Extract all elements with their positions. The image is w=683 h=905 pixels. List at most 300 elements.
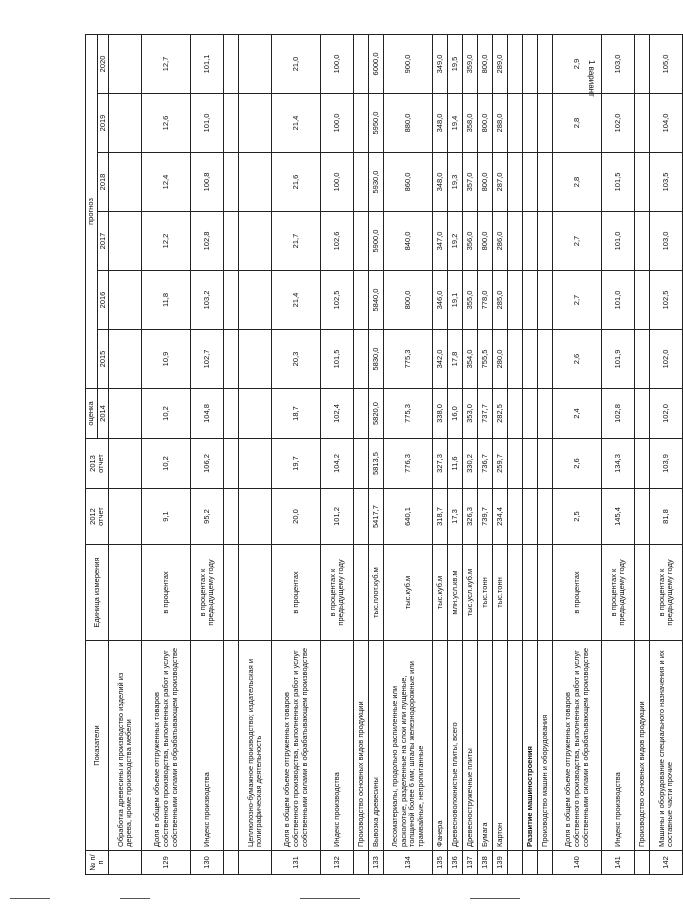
row-value: 102,0 <box>650 389 683 439</box>
row-unit: в процентах <box>142 545 191 641</box>
row-value: 5840,0 <box>369 271 384 330</box>
row-value: 21,0 <box>272 34 321 93</box>
row-value: 102,8 <box>191 212 224 271</box>
row-value: 101,0 <box>602 271 635 330</box>
row-value <box>239 34 272 93</box>
row-value: 105,0 <box>650 34 683 93</box>
row-value: 736,7 <box>478 439 493 489</box>
row-indicator: Машины и оборудование специального назначения и их составные части прочие <box>650 641 683 851</box>
row-value: 2,6 <box>553 330 602 389</box>
forecast-table <box>85 34 683 875</box>
row-number: 139 <box>493 851 508 875</box>
row-value <box>508 271 523 330</box>
row-unit: тыс.плот.куб.м <box>369 545 384 641</box>
row-value: 348,0 <box>433 94 448 153</box>
row-indicator: Картон <box>493 641 508 851</box>
row-value: 357,0 <box>463 153 478 212</box>
row-value: 103,5 <box>650 153 683 212</box>
row-number: 131 <box>272 851 321 875</box>
row-value: 347,0 <box>433 212 448 271</box>
row-indicator: Бумага <box>478 641 493 851</box>
row-value <box>354 389 369 439</box>
row-value: 2,4 <box>553 389 602 439</box>
row-value <box>538 153 553 212</box>
row-value <box>109 439 142 489</box>
row-value: 2,9 <box>553 34 602 93</box>
row-value <box>224 212 239 271</box>
row-number: 132 <box>321 851 354 875</box>
row-value <box>523 34 538 93</box>
row-value: 101,5 <box>321 330 354 389</box>
row-value <box>538 212 553 271</box>
row-value: 330,2 <box>463 439 478 489</box>
header-indicator: Показатели <box>86 641 109 851</box>
row-value: 355,0 <box>463 271 478 330</box>
row-value: 800,0 <box>478 34 493 93</box>
row-value <box>538 439 553 489</box>
row-indicator: Производство основных видов продукции <box>635 641 650 851</box>
table-row <box>493 34 508 874</box>
row-value: 102,7 <box>191 330 224 389</box>
row-unit: в процентах к предыдущему году <box>602 545 635 641</box>
row-indicator: Доля в общем объеме отгруженных товаров собственного производства, выполненных работ и услуг собственными силами в обрабатывающем производстве <box>142 641 191 851</box>
row-value <box>508 212 523 271</box>
row-value <box>109 212 142 271</box>
row-value <box>508 153 523 212</box>
row-value: 134,3 <box>602 439 635 489</box>
row-value: 16,0 <box>448 389 463 439</box>
header-forecast: прогноз <box>86 34 98 388</box>
row-value: 101,2 <box>321 489 354 545</box>
row-unit: млн.усл.кв.м <box>448 545 463 641</box>
row-value: 102,6 <box>321 212 354 271</box>
row-unit <box>538 545 553 641</box>
row-value: 103,2 <box>191 271 224 330</box>
row-value: 2,8 <box>553 94 602 153</box>
table-row <box>272 34 321 874</box>
row-value: 11,8 <box>142 271 191 330</box>
row-value <box>538 271 553 330</box>
row-indicator <box>224 641 239 851</box>
header-num: № п/п <box>86 851 109 875</box>
row-value: 19,2 <box>448 212 463 271</box>
row-number: 140 <box>553 851 602 875</box>
footer-rule <box>10 898 50 899</box>
row-value <box>508 94 523 153</box>
row-value: 100,0 <box>321 94 354 153</box>
row-value <box>354 489 369 545</box>
row-value: 6000,0 <box>369 34 384 93</box>
row-value: 101,1 <box>191 34 224 93</box>
rotated-table-container <box>85 35 675 875</box>
row-value <box>635 34 650 93</box>
row-value: 102,5 <box>321 271 354 330</box>
row-value <box>635 489 650 545</box>
row-value <box>635 330 650 389</box>
row-value: 12,7 <box>142 34 191 93</box>
row-value <box>523 153 538 212</box>
row-value <box>538 489 553 545</box>
row-value: 100,8 <box>191 153 224 212</box>
row-value: 900,0 <box>384 34 433 93</box>
row-number <box>354 851 369 875</box>
table-row <box>354 34 369 874</box>
row-value: 800,0 <box>478 212 493 271</box>
row-value <box>354 330 369 389</box>
row-value: 2,6 <box>553 439 602 489</box>
table-row <box>369 34 384 874</box>
row-value <box>635 212 650 271</box>
row-value <box>635 271 650 330</box>
row-value: 20,3 <box>272 330 321 389</box>
row-value: 17,8 <box>448 330 463 389</box>
row-indicator: Доля в общем объеме отгруженных товаров собственного производства, выполненных работ и услуг собственными силами в обрабатывающем производстве <box>553 641 602 851</box>
row-value: 102,0 <box>650 330 683 389</box>
row-value <box>354 212 369 271</box>
row-unit: тыс.тонн <box>478 545 493 641</box>
row-value: 21,6 <box>272 153 321 212</box>
row-value <box>224 34 239 93</box>
row-value: 2,8 <box>553 153 602 212</box>
row-value: 10,2 <box>142 389 191 439</box>
row-value <box>523 489 538 545</box>
table-row <box>553 34 602 874</box>
row-value: 285,0 <box>493 271 508 330</box>
row-value: 95,2 <box>191 489 224 545</box>
row-value: 338,0 <box>433 389 448 439</box>
row-value <box>523 271 538 330</box>
row-value: 100,0 <box>321 153 354 212</box>
row-value: 100,0 <box>321 34 354 93</box>
row-unit: в процентах <box>272 545 321 641</box>
row-value: 103,0 <box>602 34 635 93</box>
row-value: 288,0 <box>493 94 508 153</box>
row-value: 776,3 <box>384 439 433 489</box>
row-value: 5930,0 <box>369 153 384 212</box>
row-unit: тыс.тонн <box>493 545 508 641</box>
row-value: 737,7 <box>478 389 493 439</box>
row-value: 20,0 <box>272 489 321 545</box>
row-value <box>523 389 538 439</box>
footer-rule <box>120 898 150 899</box>
row-value: 326,3 <box>463 489 478 545</box>
row-value <box>538 34 553 93</box>
row-number: 133 <box>369 851 384 875</box>
row-value: 2,5 <box>553 489 602 545</box>
table-row <box>384 34 433 874</box>
row-value <box>523 94 538 153</box>
header-year: 2019 <box>97 94 109 153</box>
row-indicator: Древесностружечные плиты <box>463 641 478 851</box>
row-value: 12,2 <box>142 212 191 271</box>
row-number <box>538 851 553 875</box>
row-value: 287,0 <box>493 153 508 212</box>
row-value: 2,7 <box>553 212 602 271</box>
row-indicator: Доля в общем объеме отгруженных товаров собственного производства, выполненных работ и услуг собственными силами в обрабатывающем производстве <box>272 641 321 851</box>
row-value: 103,0 <box>650 212 683 271</box>
row-value: 101,0 <box>191 94 224 153</box>
row-value <box>239 153 272 212</box>
row-value <box>354 94 369 153</box>
row-value: 755,5 <box>478 330 493 389</box>
row-value: 800,0 <box>478 153 493 212</box>
row-value: 346,0 <box>433 271 448 330</box>
row-unit <box>523 545 538 641</box>
row-value <box>538 389 553 439</box>
row-value: 286,0 <box>493 212 508 271</box>
row-value <box>224 489 239 545</box>
row-value <box>224 389 239 439</box>
row-value: 775,3 <box>384 389 433 439</box>
header-year: 2016 <box>97 271 109 330</box>
row-value: 21,4 <box>272 271 321 330</box>
row-value: 101,5 <box>602 153 635 212</box>
row-value: 19,7 <box>272 439 321 489</box>
row-value <box>239 212 272 271</box>
row-value: 860,0 <box>384 153 433 212</box>
footer-rule <box>470 898 520 899</box>
row-value <box>523 439 538 489</box>
row-indicator: Древесноволокнистые плиты, всего <box>448 641 463 851</box>
row-number <box>239 851 272 875</box>
row-number: 130 <box>191 851 224 875</box>
row-value: 354,0 <box>463 330 478 389</box>
row-value: 11,6 <box>448 439 463 489</box>
row-value: 17,3 <box>448 489 463 545</box>
row-number: 137 <box>463 851 478 875</box>
row-value <box>109 330 142 389</box>
row-value: 101,0 <box>602 212 635 271</box>
row-value <box>635 439 650 489</box>
table-body <box>109 34 683 874</box>
row-value: 356,0 <box>463 212 478 271</box>
row-value <box>508 439 523 489</box>
row-value: 289,0 <box>493 34 508 93</box>
row-unit: в процентах к предыдущему году <box>191 545 224 641</box>
row-value <box>538 94 553 153</box>
row-unit: в процентах к предыдущему году <box>650 545 683 641</box>
variant-label: 1 вариант <box>587 60 596 97</box>
row-value: 19,1 <box>448 271 463 330</box>
row-value: 5950,0 <box>369 94 384 153</box>
row-value: 21,4 <box>272 94 321 153</box>
row-value <box>239 271 272 330</box>
row-value: 280,0 <box>493 330 508 389</box>
row-value: 5820,0 <box>369 389 384 439</box>
row-value: 234,4 <box>493 489 508 545</box>
header-year: 2015 <box>97 330 109 389</box>
row-value: 19,3 <box>448 153 463 212</box>
row-value: 104,8 <box>191 389 224 439</box>
row-value <box>109 94 142 153</box>
row-value: 5417,7 <box>369 489 384 545</box>
row-value <box>224 153 239 212</box>
row-value: 348,0 <box>433 153 448 212</box>
row-value: 145,4 <box>602 489 635 545</box>
row-value <box>635 389 650 439</box>
header-unit: Единица измерения <box>86 545 109 641</box>
row-value <box>635 153 650 212</box>
row-value: 106,2 <box>191 439 224 489</box>
row-indicator: Индекс производства <box>321 641 354 851</box>
row-indicator <box>508 641 523 851</box>
table-row <box>109 34 142 874</box>
row-value: 104,2 <box>321 439 354 489</box>
table-row <box>433 34 448 874</box>
row-unit <box>508 545 523 641</box>
row-value: 101,9 <box>602 330 635 389</box>
row-unit: тыс.куб.м <box>384 545 433 641</box>
row-unit <box>354 545 369 641</box>
row-value <box>354 34 369 93</box>
row-value <box>109 389 142 439</box>
row-value: 102,5 <box>650 271 683 330</box>
row-value: 880,0 <box>384 94 433 153</box>
table-row <box>538 34 553 874</box>
row-value: 359,0 <box>463 34 478 93</box>
row-unit <box>224 545 239 641</box>
row-value: 18,7 <box>272 389 321 439</box>
header-2014: 2014 <box>97 389 109 439</box>
row-value: 640,1 <box>384 489 433 545</box>
row-indicator: Целлюлозно-бумажное производство; издательская и полиграфическая деятельность <box>239 641 272 851</box>
row-number: 138 <box>478 851 493 875</box>
table-row <box>602 34 635 874</box>
row-value <box>239 439 272 489</box>
row-value <box>109 271 142 330</box>
row-value: 259,7 <box>493 439 508 489</box>
table-row <box>239 34 272 874</box>
row-number: 134 <box>384 851 433 875</box>
header-estimate: оценка <box>86 389 98 439</box>
row-unit: тыс.куб.м <box>433 545 448 641</box>
header-2012: 2012 отчет <box>86 489 109 545</box>
row-value: 800,0 <box>478 94 493 153</box>
row-value: 10,2 <box>142 439 191 489</box>
row-value: 739,7 <box>478 489 493 545</box>
row-value: 19,5 <box>448 34 463 93</box>
row-number: 136 <box>448 851 463 875</box>
row-value: 800,0 <box>384 271 433 330</box>
row-value: 9,1 <box>142 489 191 545</box>
header-year: 2020 <box>97 34 109 93</box>
row-value <box>635 94 650 153</box>
row-number <box>635 851 650 875</box>
row-value <box>224 271 239 330</box>
row-indicator: Производство основных видов продукции <box>354 641 369 851</box>
row-indicator: Индекс производства <box>602 641 635 851</box>
footer-rule <box>300 898 360 899</box>
row-unit: в процентах к предыдущему году <box>321 545 354 641</box>
row-unit <box>239 545 272 641</box>
row-indicator: Индекс производства <box>191 641 224 851</box>
row-unit: в процентах <box>553 545 602 641</box>
row-value <box>239 389 272 439</box>
row-value <box>224 439 239 489</box>
row-value <box>508 489 523 545</box>
row-value: 342,0 <box>433 330 448 389</box>
row-value: 21,7 <box>272 212 321 271</box>
row-value <box>109 34 142 93</box>
row-value <box>523 330 538 389</box>
row-value: 102,8 <box>602 389 635 439</box>
row-value <box>239 489 272 545</box>
row-number: 129 <box>142 851 191 875</box>
row-unit <box>109 545 142 641</box>
row-value <box>508 330 523 389</box>
row-value <box>508 389 523 439</box>
row-value: 282,5 <box>493 389 508 439</box>
row-value: 19,4 <box>448 94 463 153</box>
row-indicator: Обработка древесины и производство изделий из дерева, кроме производства мебели <box>109 641 142 851</box>
row-number <box>508 851 523 875</box>
row-value: 81,8 <box>650 489 683 545</box>
row-value <box>354 271 369 330</box>
row-value: 103,9 <box>650 439 683 489</box>
header-year: 2018 <box>97 153 109 212</box>
row-indicator: Развитие машиностроения <box>523 641 538 851</box>
table-row <box>191 34 224 874</box>
table-row <box>508 34 523 874</box>
row-value: 12,4 <box>142 153 191 212</box>
table-row <box>321 34 354 874</box>
row-number: 141 <box>602 851 635 875</box>
row-value: 5813,5 <box>369 439 384 489</box>
row-number: 135 <box>433 851 448 875</box>
row-number <box>523 851 538 875</box>
header-year: 2017 <box>97 212 109 271</box>
table-row <box>224 34 239 874</box>
row-value <box>239 330 272 389</box>
row-value: 353,0 <box>463 389 478 439</box>
row-value <box>523 212 538 271</box>
table-row <box>448 34 463 874</box>
row-value <box>508 34 523 93</box>
row-value <box>224 330 239 389</box>
row-number <box>224 851 239 875</box>
row-value <box>239 94 272 153</box>
row-value <box>354 439 369 489</box>
row-value: 104,0 <box>650 94 683 153</box>
row-value: 775,3 <box>384 330 433 389</box>
row-value: 5830,0 <box>369 330 384 389</box>
row-indicator: Производство машин и оборудования <box>538 641 553 851</box>
row-value <box>109 489 142 545</box>
row-value <box>224 94 239 153</box>
table-row <box>650 34 683 874</box>
row-value: 318,7 <box>433 489 448 545</box>
row-indicator: Фанера <box>433 641 448 851</box>
table-row <box>142 34 191 874</box>
row-value: 327,3 <box>433 439 448 489</box>
row-number: 142 <box>650 851 683 875</box>
row-value: 102,0 <box>602 94 635 153</box>
table-row <box>635 34 650 874</box>
row-value <box>109 153 142 212</box>
row-value: 10,9 <box>142 330 191 389</box>
row-value: 840,0 <box>384 212 433 271</box>
row-value: 349,0 <box>433 34 448 93</box>
row-value: 2,7 <box>553 271 602 330</box>
header-2013: 2013 отчет <box>86 439 109 489</box>
row-value: 358,0 <box>463 94 478 153</box>
row-unit <box>635 545 650 641</box>
row-value <box>354 153 369 212</box>
row-indicator: Лесоматериалы, продольно распиленные или расколотые, разделенные на слои или лущеные, толщиной более 6 мм; шпалы железнодорожные или трамвайные, непропитанные <box>384 641 433 851</box>
row-value: 102,4 <box>321 389 354 439</box>
row-value: 5900,0 <box>369 212 384 271</box>
row-indicator: Вывозка древесины <box>369 641 384 851</box>
